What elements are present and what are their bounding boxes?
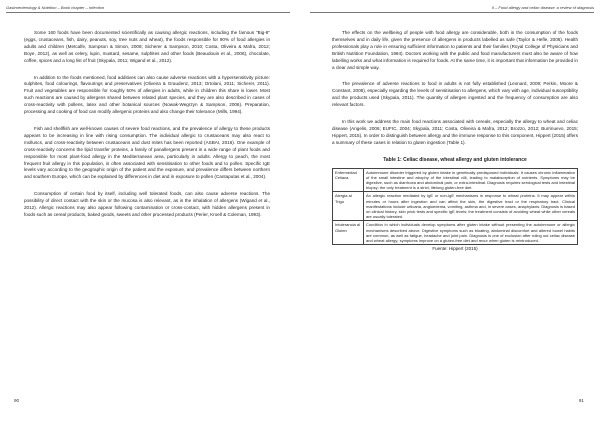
table-row-text: Condition in which individuals develop symptoms after gluten intake without presenting the autoimmune or allergic mechanisms described above. Digestive symptoms such as bloating, abdominal discomfort and altered bowel habits are common, as well as fatigue, headache and joint pain. Diagnosis is one of exclusion after ruling out celiac disease and wheat allergy; symptoms improve on a gluten-free diet and recur when gluten is reintroduced. (364, 221, 578, 245)
table-source: Fuente: Hippert (2015) (432, 246, 478, 252)
right-page-body (332, 30, 578, 253)
page-number-right: 91 (578, 398, 584, 403)
table-row-label: Enfermedad Celiaca (333, 168, 364, 192)
page-number-left: 90 (14, 398, 20, 403)
paragraph: The effects on the wellbeing of people with food allergy are considerable, both in the consumption of the foods themselves and in daily life, given the presence of allergens in products labelled as safe (Taylor & Hefle, 2006). Health professionals play a role in ensuring sufficient information to patients and their families (Royal College of Physicians and British Nutrition Foundation, 1984). Doctors working with the public and food manufacturers must also be aware of how labelling works and what information is required for foods. At the same time, it is important that information be provided in a clear and simple way. (332, 30, 578, 70)
table-row-text: An allergic reaction mediated by IgE or non-IgE mechanisms in response to wheat proteins. It may appear within minutes or hours after ingestion and can affect the skin, the digestive tract or the respiratory tract. Clinical manifestations include urticaria, angioedema, vomiting, asthma and, in severe cases, anaphylaxis. Diagnosis is based on clinical history, skin prick tests and specific IgE levels; the treatment consists of avoiding wheat while other cereals are usually tolerated. (364, 192, 578, 221)
table-row-label: Alergia al Trigo (333, 192, 364, 221)
comparison-table (332, 168, 578, 246)
header-rule-left (6, 12, 290, 13)
running-head-right: II – Food allergy and celiac disease: a review of diagnosis (491, 5, 594, 10)
table-row-label: Intolerancia al Gluten (333, 221, 364, 245)
running-head-left: Gastroenterology & Nutrition – Book chapter – Infection (6, 5, 105, 10)
paragraph: Some 160 foods have been documented scientifically as causing allergic reactions, including the famous "Big-8" (eggs, crustaceans, fish, dairy, peanuts, soy, tree nuts and wheat), the foods responsible for 90% of food allergies in adults and children (Metcalfe, Sampson & Simon, 2008; Sicherer & Sampson, 2010; Costa, Oliveira & Mafra, 2012; Boye, 2012), as well as celery, lupin, mustard, sesame, sulphites and other foods (Beaudouin et al., 2006), chocolate, coffee, spices and a long list of fruit (Skypala, 2011; Wigand et al., 2012). (24, 30, 270, 63)
table-row (333, 168, 578, 192)
table-row-text: Autoimmune disorder triggered by gluten intake in genetically predisposed individuals. It causes chronic inflammation of the small intestine and atrophy of the intestinal villi, leading to malabsorption of nutrients. Symptoms may be digestive, such as diarrhoea and abdominal pain, or extra-intestinal. Diagnosis requires serological tests and intestinal biopsy; the only treatment is a strict, lifelong gluten-free diet. (364, 168, 578, 192)
right-page (300, 0, 600, 424)
table-row (333, 221, 578, 245)
left-page-body (24, 30, 270, 229)
paragraph: In this work we address the main food reactions associated with cereals, especially the allergy to wheat and celiac disease (Angelis, 2006; EUFIC, 2004; Skypala, 2011; Costa, Oliveira & Mafra, 2012; Brozzo, 2012; Burrinuevo, 2015; Hippert, 2015). In order to distinguish between allergy and the immune response to this component, Hippert (2015) offers a summary of these cases in relation to gluten ingestion (Table 1). (332, 119, 578, 145)
table-caption: Table 1: Celiac disease, wheat allergy and gluten intolerance (383, 156, 527, 163)
table-row (333, 192, 578, 221)
paragraph: Fish and shellfish are well-known causes of severe food reactions, and the prevalence of allergy to these products appears to be increasing in line with rising consumption. The individual allergic to crustaceans may also react to molluscs, and cross-reactivity between crustaceans and dust mites has been reported (ASBAI, 2016). One example of cross-reactivity concerns the lipid transfer proteins, a family of panallergens present in a wide range of plant foods and responsible for most plant-food allergy in the Mediterranean area, particularly in adults. Allergy to peach, the most frequent fruit allergy in this population, is often associated with sensitisation to other foods and to pollen. Specific IgE levels vary according to the geographic origin of the patient and the exposure, and prevalence differs between northern and southern Europe, which can be explained by differences in diet and in exposure to pollen (Cantaputas et al., 2004). (24, 125, 270, 180)
paragraph: Consumption of certain food by itself, including well tolerated foods, can also cause adverse reactions. The possibility of direct contact with the skin or the mucosa is also relevant, as is the inhalation of allergens (Wigand et al., 2012). Allergic reactions may also appear following contamination or cross-contact, with hidden allergens present in foods such as cereal products, baked goods, sweets and other processed products (Perier, Kroell & Coleman, 1993). (24, 191, 270, 217)
header-rule-right (310, 12, 594, 13)
paragraph: In addition to the foods mentioned, food additives can also cause adverse reactions with a hypersensitivity picture: sulphites, food colourings, flavourings and preservatives (Oliveira & Graudenz, 2013; Ortolani, 2011; Sicherer, 2011). Fruit and vegetables are responsible for roughly 50% of allergies in adults, while in children this share is lower. Most such reactions are caused by allergens shared between related plant species, and they are also described in cases of cross-reactivity with pollens, latex and other botanical sources (Nowak-Wegrzyn & Sampson, 2006). Preparation, processing and cooking of food can modify allergenic proteins and also change their tolerance (Mills, 1994). (24, 74, 270, 115)
paragraph: The prevalence of adverse reactions to food in adults is not fully established (Leonard, 2009; Perkin, Moore & Constant, 2008), especially regarding the levels of sensitisation to allergens, which vary with age, individual susceptibility and the products used (Skypala, 2011). The quantity of allergen ingested and the frequency of consumption are also relevant factors. (332, 81, 578, 108)
